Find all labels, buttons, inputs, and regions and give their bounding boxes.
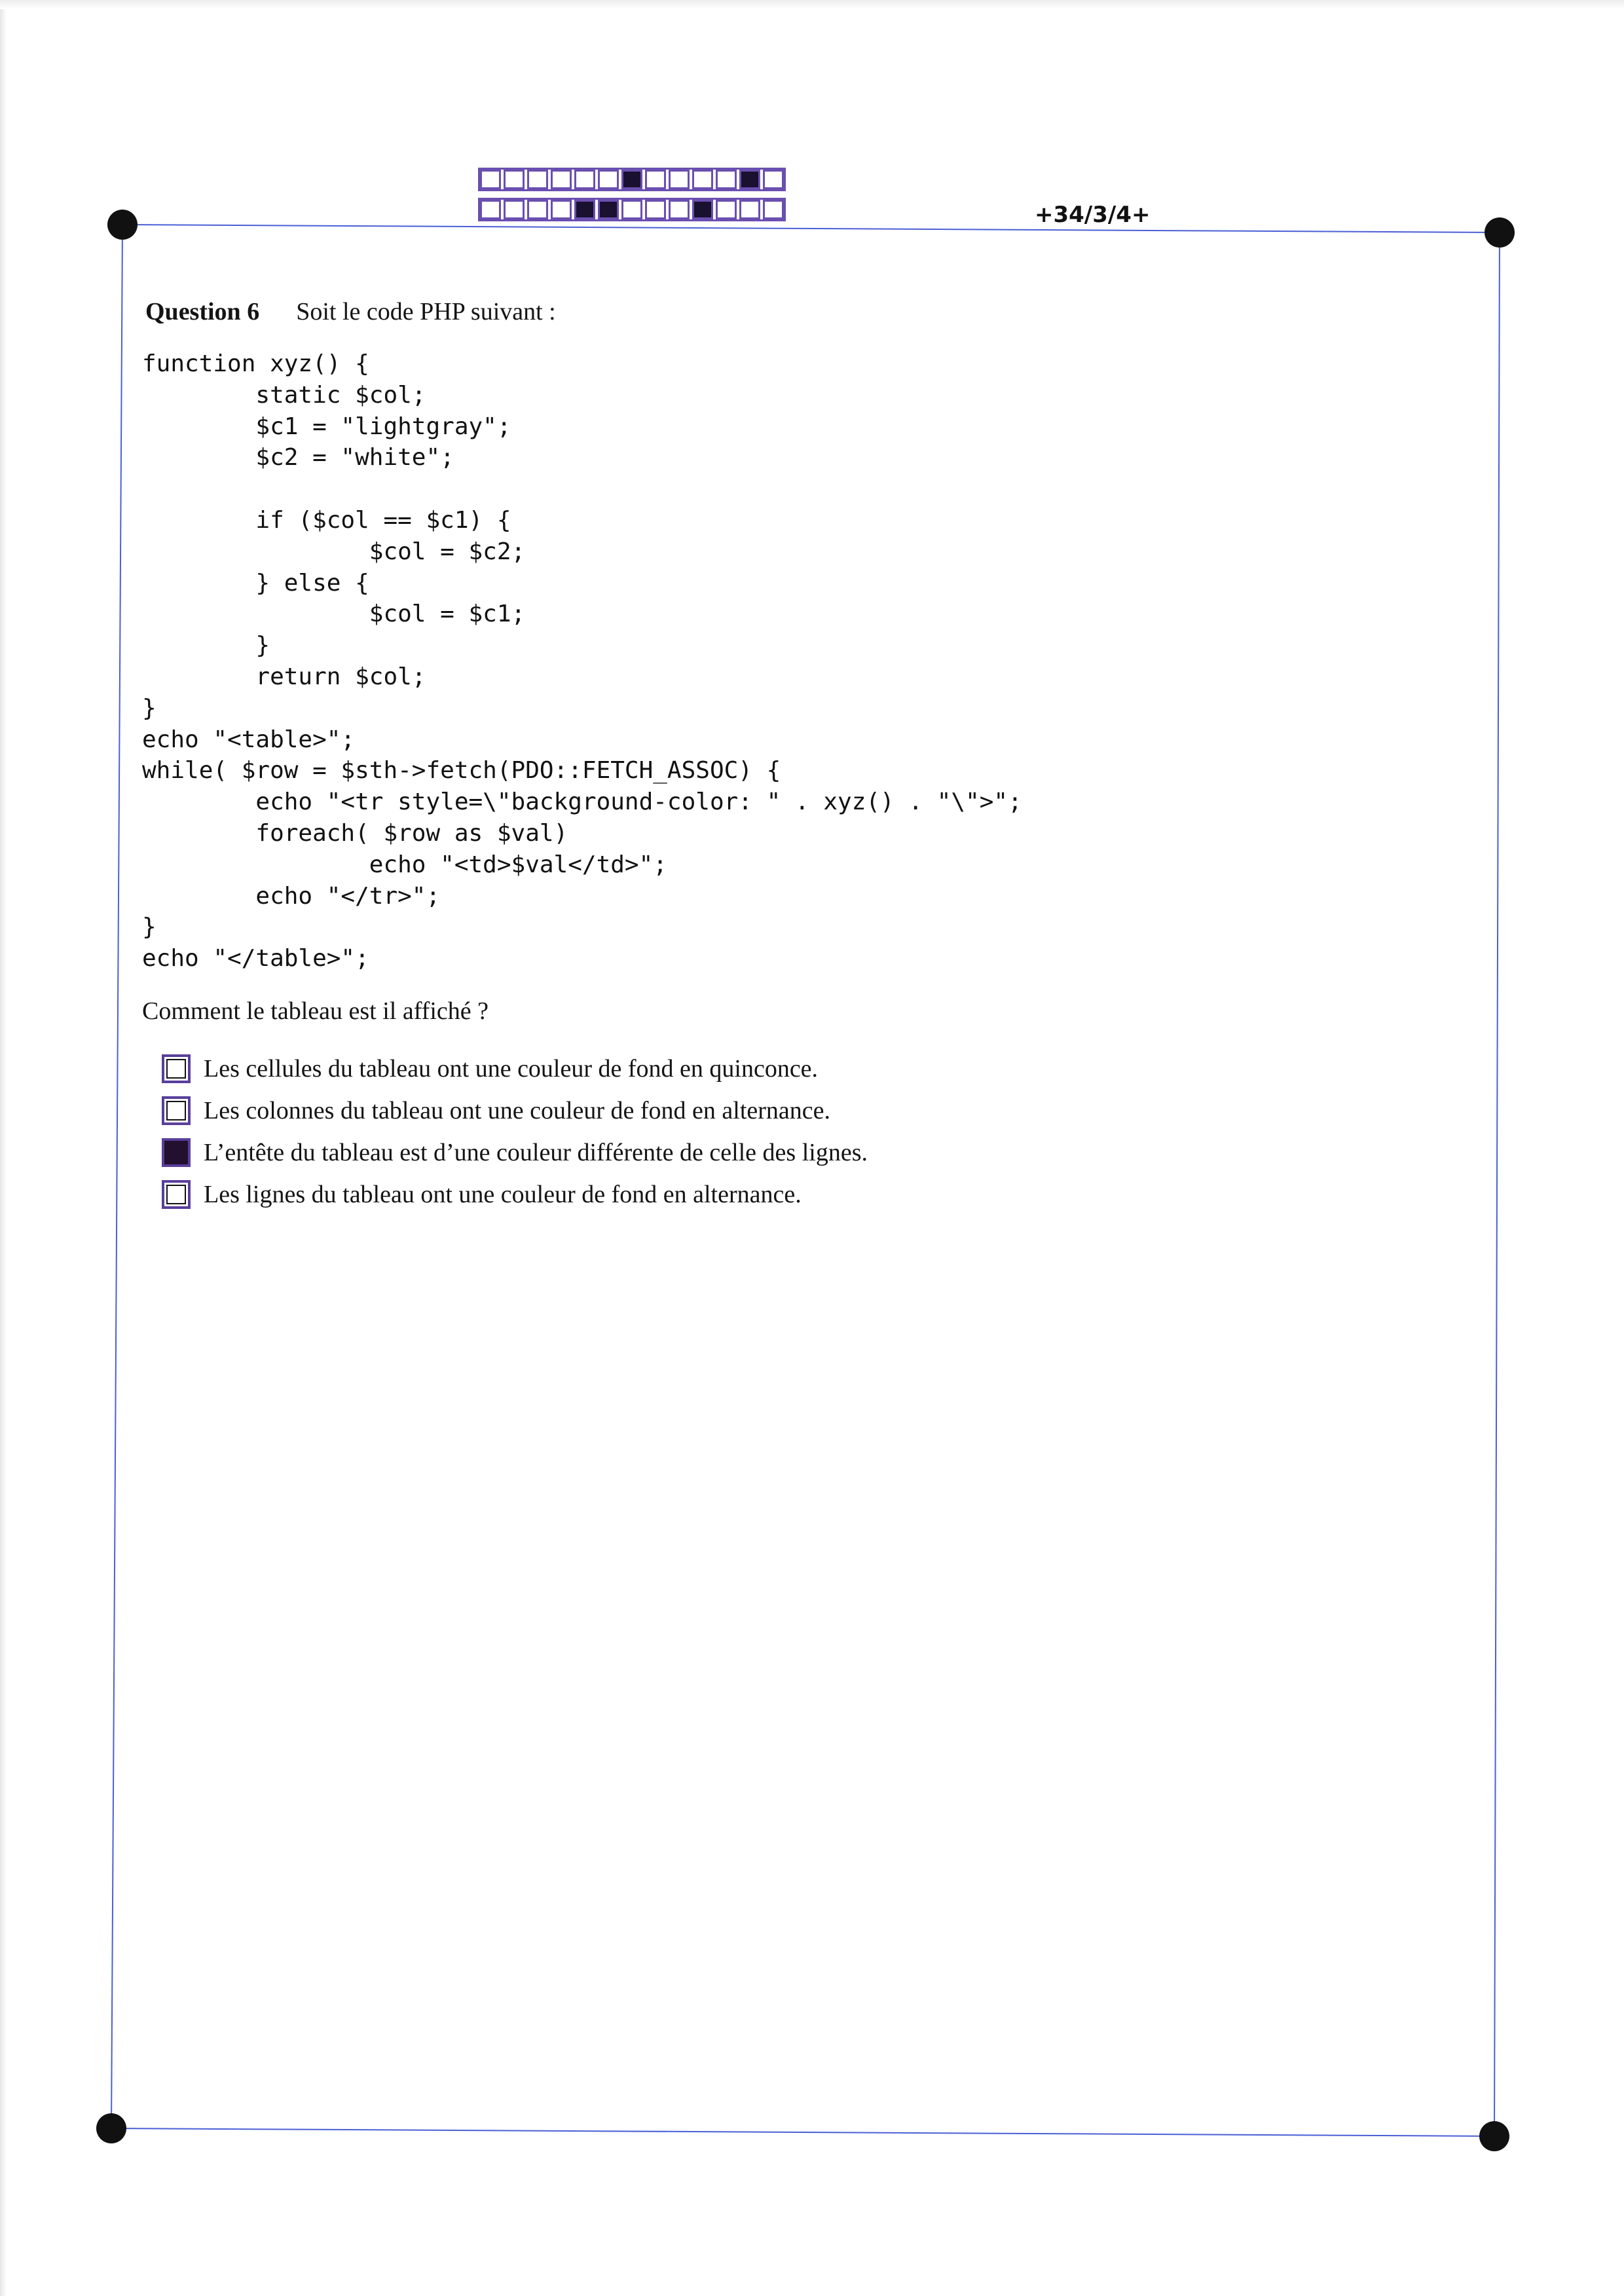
- code-box-filled: [598, 200, 619, 219]
- code-line: while( $row = $sth->fetch(PDO::FETCH_ASSOC) {: [142, 757, 781, 785]
- code-box: [480, 200, 501, 219]
- answer-option: [162, 1174, 868, 1215]
- code-box: [692, 170, 713, 189]
- answer-option: [162, 1090, 868, 1132]
- code-box: [645, 200, 666, 219]
- code-line: function xyz() {: [142, 350, 369, 377]
- code-box: [527, 200, 548, 219]
- frame-top-line: [122, 225, 1500, 232]
- question-header: [145, 297, 556, 326]
- code-line: $c1 = "lightgray";: [142, 413, 511, 440]
- code-box: [504, 170, 525, 189]
- frame-bottom-line: [111, 2128, 1494, 2136]
- answer-option: [162, 1132, 868, 1174]
- code-line: [142, 473, 1022, 505]
- code-line: }: [142, 694, 157, 722]
- id-code-row-2: [478, 198, 786, 221]
- code-line: $col = $c1;: [142, 601, 526, 628]
- code-box: [621, 200, 642, 219]
- code-line: static $col;: [142, 381, 426, 409]
- answer-checkbox[interactable]: [162, 1096, 191, 1125]
- question-intro: Soit le code PHP suivant :: [296, 298, 556, 325]
- code-line: echo "<td>$val</td>";: [142, 851, 667, 878]
- code-box: [739, 200, 760, 219]
- code-box: [645, 170, 666, 189]
- code-box-filled: [692, 200, 713, 219]
- code-line: }: [142, 632, 270, 659]
- frame-left-line: [111, 225, 122, 2128]
- page-identifier: +34/3/4+: [1035, 202, 1151, 228]
- code-box: [716, 200, 737, 219]
- code-box: [763, 170, 784, 189]
- code-box-filled: [739, 170, 760, 189]
- code-box: [480, 170, 501, 189]
- code-line: echo "</table>";: [142, 945, 369, 972]
- code-box-filled: [621, 170, 642, 189]
- php-code-block: [142, 348, 1022, 974]
- frame-right-line: [1494, 232, 1500, 2136]
- code-box: [669, 200, 690, 219]
- answer-option: [162, 1048, 868, 1090]
- code-box: [598, 170, 619, 189]
- answer-checkbox-checked[interactable]: [162, 1138, 191, 1167]
- answer-checkbox[interactable]: [162, 1054, 191, 1083]
- code-box: [716, 170, 737, 189]
- code-box: [551, 200, 572, 219]
- code-line: $c2 = "white";: [142, 444, 454, 472]
- code-line: echo "<table>";: [142, 726, 356, 753]
- answer-option-text: Les lignes du tableau ont une couleur de fond en alternance.: [204, 1181, 802, 1208]
- code-line: } else {: [142, 569, 369, 597]
- code-box: [574, 170, 595, 189]
- answer-checkbox[interactable]: [162, 1180, 191, 1209]
- code-line: return $col;: [142, 663, 426, 690]
- code-box: [551, 170, 572, 189]
- code-line: }: [142, 914, 157, 941]
- answer-options: [162, 1048, 868, 1215]
- code-line: echo "<tr style=\"background-color: " . xyz() . "\">";: [142, 788, 1022, 816]
- code-box-filled: [574, 200, 595, 219]
- code-box: [763, 200, 784, 219]
- code-line: echo "</tr>";: [142, 882, 441, 910]
- answer-option-text: Les colonnes du tableau ont une couleur de fond en alternance.: [204, 1097, 831, 1124]
- corner-marker-top-right: [1485, 217, 1515, 248]
- code-box: [669, 170, 690, 189]
- code-box: [504, 200, 525, 219]
- code-line: foreach( $row as $val): [142, 819, 568, 847]
- answer-option-text: Les cellules du tableau ont une couleur de fond en quinconce.: [204, 1055, 819, 1083]
- question-number: Question 6: [145, 298, 260, 325]
- id-code-row-1: [478, 168, 786, 191]
- question-prompt: Comment le tableau est il affiché ?: [142, 997, 489, 1025]
- code-line: if ($col == $c1) {: [142, 506, 511, 534]
- corner-marker-top-left: [107, 210, 138, 240]
- corner-marker-bottom-left: [96, 2113, 126, 2143]
- code-box: [527, 170, 548, 189]
- code-line: $col = $c2;: [142, 538, 526, 565]
- answer-option-text: L’entête du tableau est d’une couleur différente de celle des lignes.: [204, 1139, 868, 1166]
- corner-marker-bottom-right: [1479, 2121, 1509, 2151]
